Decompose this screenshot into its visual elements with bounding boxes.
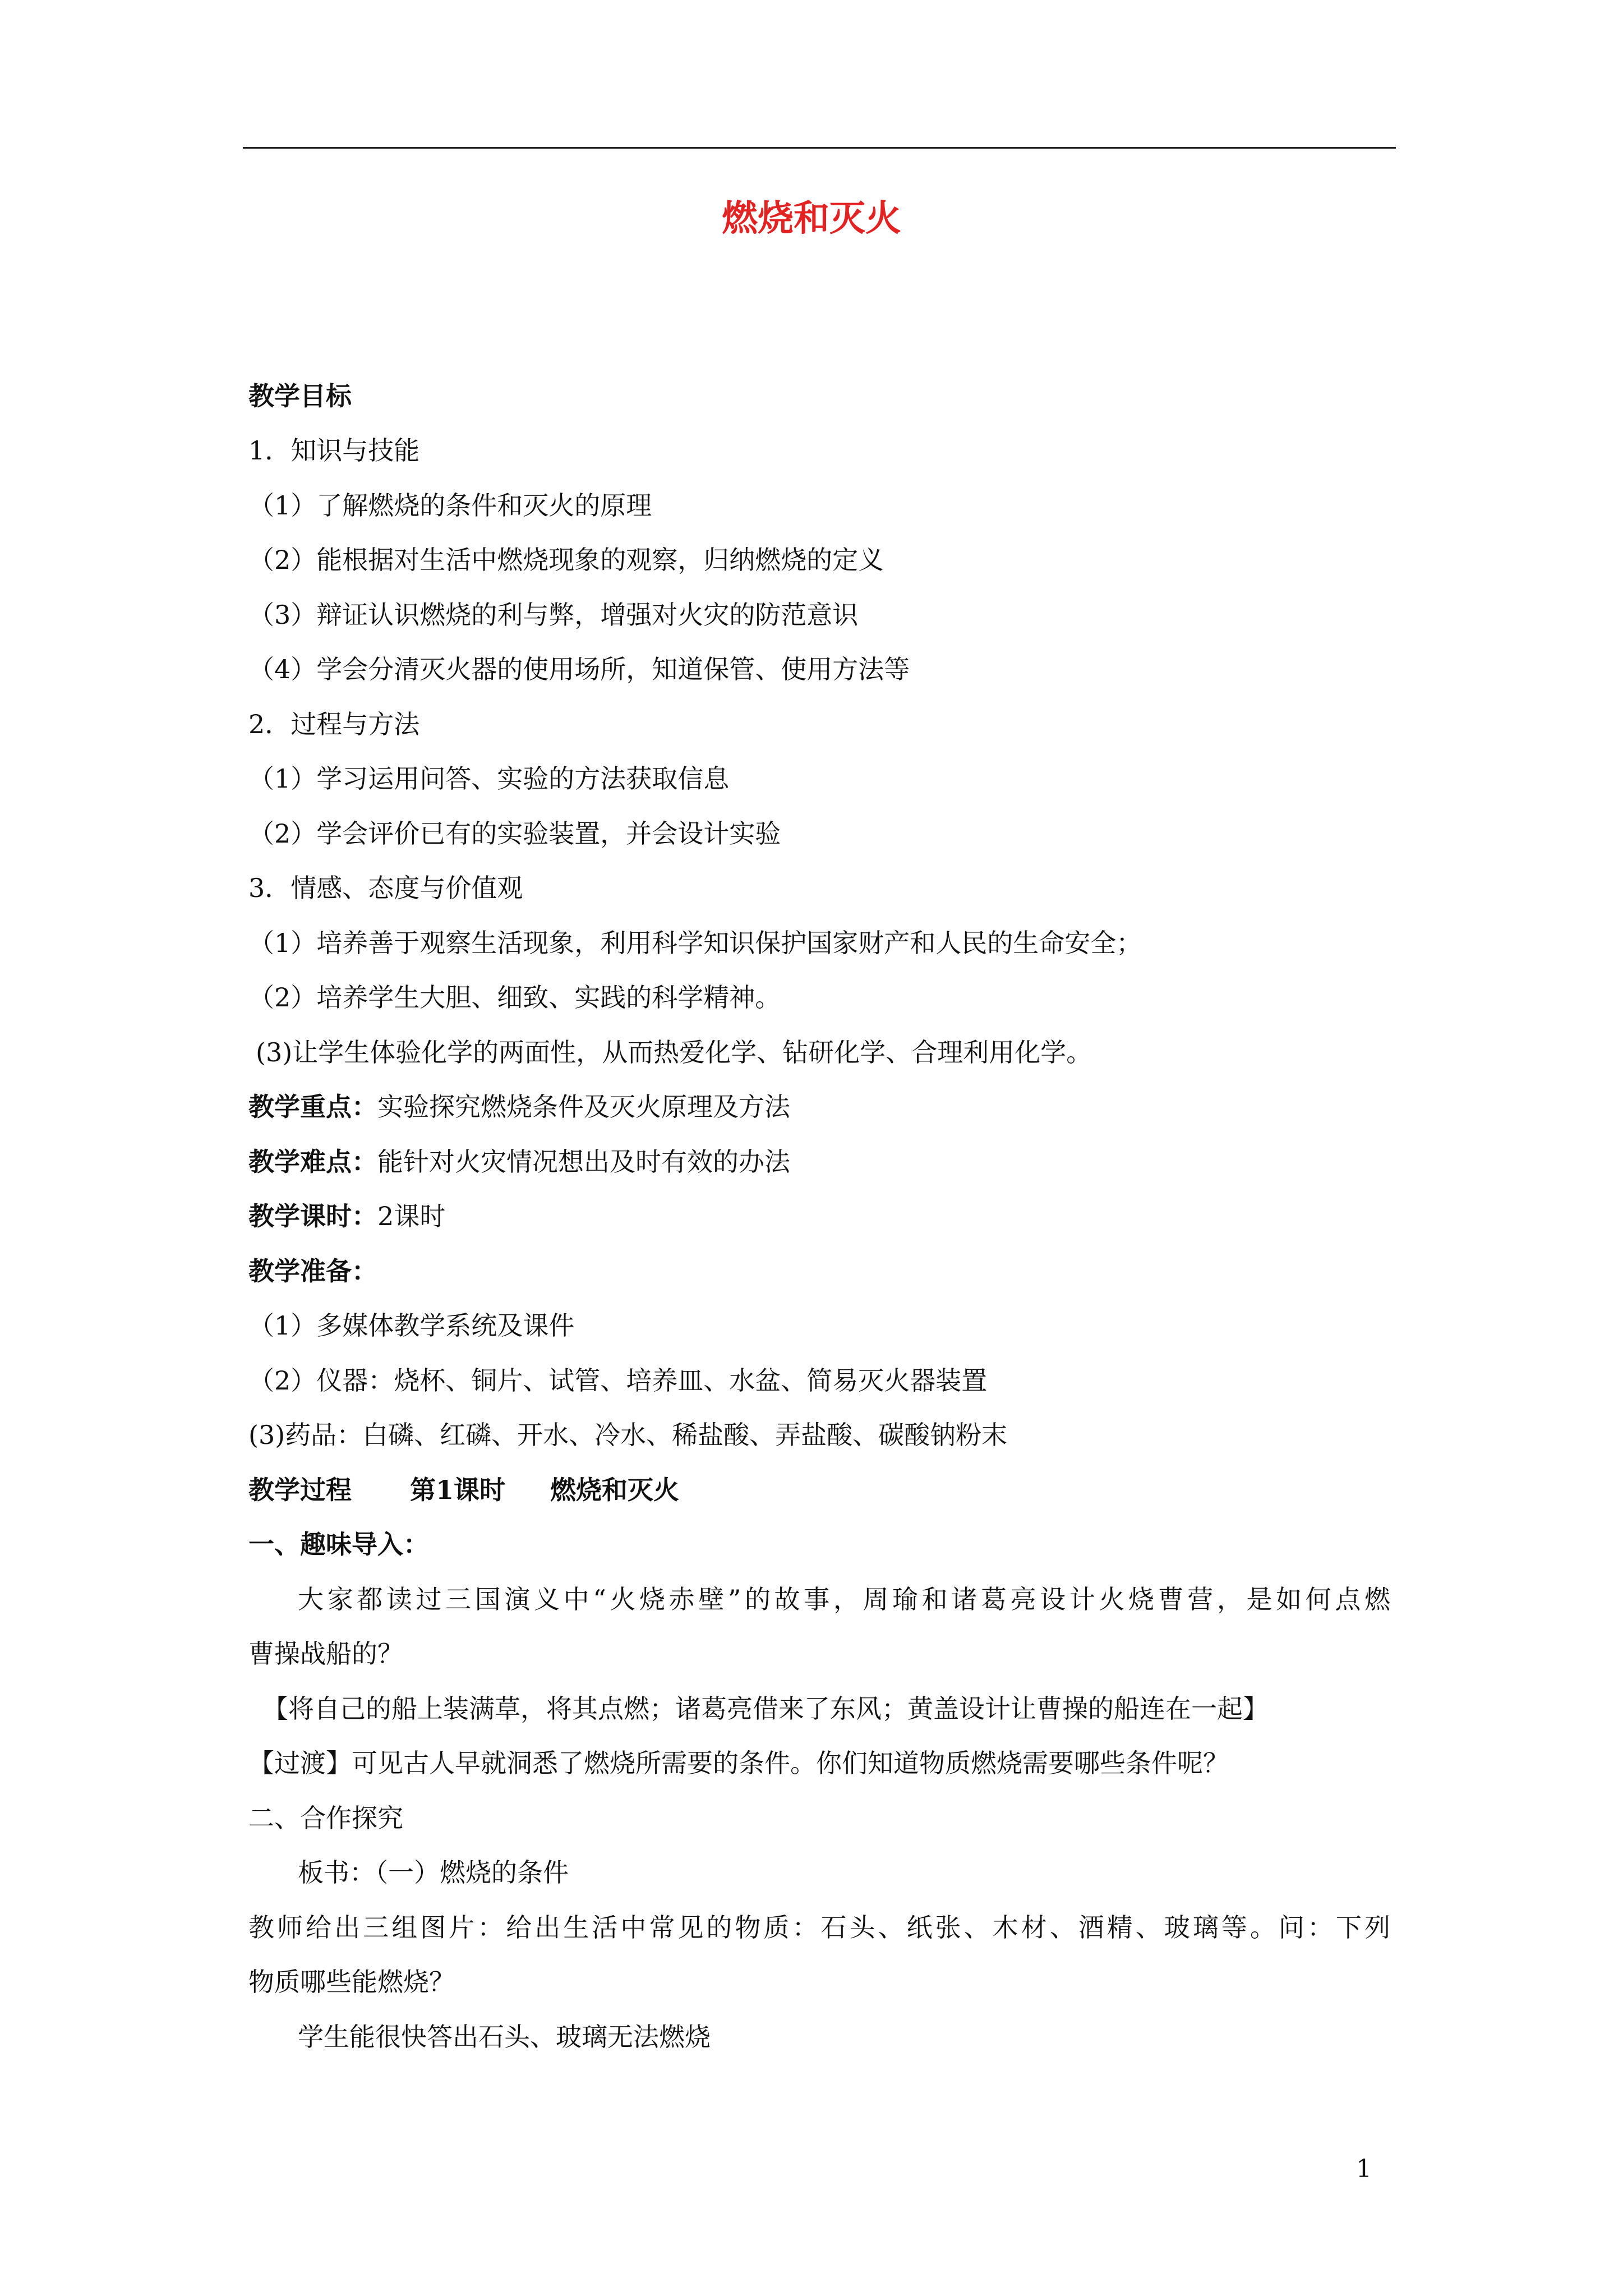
section1-heading: 一、趣味导入： [248,1529,429,1559]
transition-text: 【过渡】可见古人早就洞悉了燃烧所需要的条件。你们知道物质燃烧需要哪些条件呢？ [248,1748,1229,1778]
key-point [248,1094,790,1120]
preparation-item: （1）多媒体教学系统及课件 [248,1310,575,1341]
emotion-item: （1）培养善于观察生活现象，利用科学知识保护国家财产和人民的生命安全； [248,928,1142,958]
class-hours-text: 2课时 [377,1201,446,1231]
process-title [248,1477,679,1503]
knowledge-item: （3）辩证认识燃烧的利与弊，增强对火灾的防范意识 [248,600,859,630]
intro-paragraph-line: 大家都读过三国演义中“火烧赤壁”的故事，周瑜和诸葛亮设计火烧曹营，是如何点燃 [298,1584,1390,1614]
knowledge-item: （2）能根据对生活中燃烧现象的观察，归纳燃烧的定义 [248,545,884,575]
preparation-heading: 教学准备： [248,1256,377,1286]
header-rule [243,147,1396,149]
difficulty [248,1149,790,1175]
page-title: 燃烧和灭火 [722,197,901,240]
process-heading: 2．过程与方法 [248,709,420,739]
board-note: 板书：（一）燃烧的条件 [298,1857,569,1888]
knowledge-item: （1）了解燃烧的条件和灭火的原理 [248,490,652,521]
preparation-item: (3)药品：白磷、红磷、开水、冷水、稀盐酸、弄盐酸、碳酸钠粉末 [248,1420,1008,1450]
difficulty-text: 能针对火灾情况想出及时有效的办法 [377,1147,790,1177]
process-item: （1）学习运用问答、实验的方法获取信息 [248,763,730,794]
key-point-label: 教学重点： [248,1092,377,1122]
knowledge-heading: 1．知识与技能 [248,435,420,466]
lesson-label: 第1课时 [410,1475,506,1505]
process-label: 教学过程 [248,1475,352,1505]
objectives-heading: 教学目标 [248,381,352,411]
intro-paragraph-line: 曹操战船的？ [248,1639,403,1669]
teacher-paragraph-line: 教师给出三组图片：给出生活中常见的物质：石头、纸张、木材、酒精、玻璃等。问：下列 [248,1912,1390,1943]
class-hours-label: 教学课时： [248,1201,377,1231]
class-hours [248,1203,445,1229]
emotion-item: （2）培养学生大胆、细致、实践的科学精神。 [248,982,781,1013]
lesson-topic: 燃烧和灭火 [550,1475,680,1505]
emotion-item: (3)让学生体验化学的两面性，从而热爱化学、钻研化学、合理利用化学。 [256,1037,1092,1068]
emotion-heading: 3．情感、态度与价值观 [248,873,523,903]
preparation-item: （2）仪器：烧杯、铜片、试管、培养皿、水盆、简易灭火器装置 [248,1365,988,1396]
knowledge-item: （4）学会分清灭火器的使用场所，知道保管、使用方法等 [248,654,910,684]
student-answer: 学生能很快答出石头、玻璃无法燃烧 [298,2022,711,2052]
intro-answer: 【将自己的船上装满草，将其点燃；诸葛亮借来了东风；黄盖设计让曹操的船连在一起】 [262,1694,1269,1724]
page-number: 1 [1356,2155,1372,2183]
difficulty-label: 教学难点： [248,1147,377,1177]
process-item: （2）学会评价已有的实验装置，并会设计实验 [248,818,781,849]
key-point-text: 实验探究燃烧条件及灭火原理及方法 [377,1092,790,1122]
section2-heading: 二、合作探究 [248,1803,403,1833]
teacher-paragraph-line: 物质哪些能燃烧？ [248,1967,455,1997]
